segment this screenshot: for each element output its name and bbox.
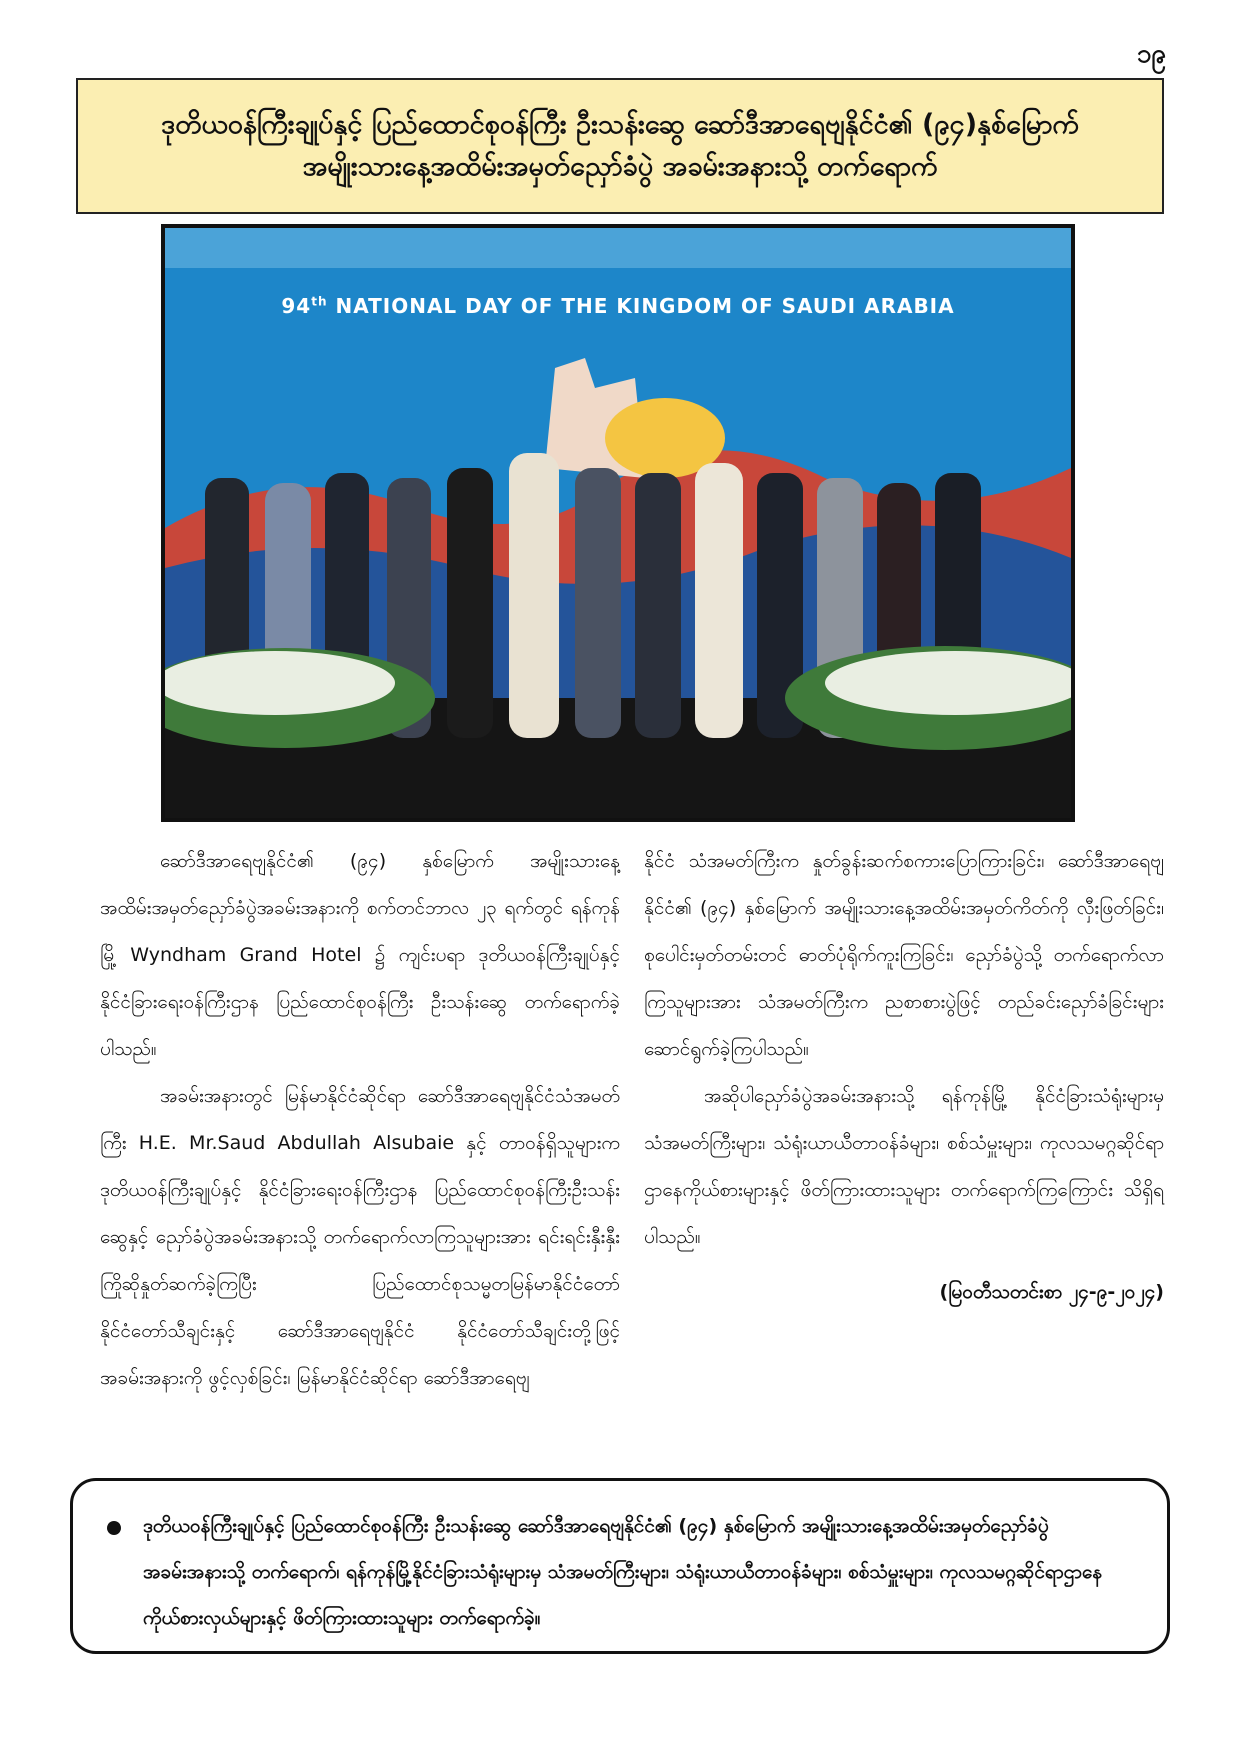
article-paragraph: အဆိုပါညှော်ခံပွဲအခမ်းအနားသို့ ရန်ကုန်မြို့ နိုင်ငံခြားသံရုံးများမှ သံအမတ်ကြီးများ၊ သံရုံးယာယီတာဝန်ခံများ၊ စစ်သံမှူးများ၊ ကုလသမဂ္ဂဆိုင်ရာဌာနေကိုယ်စားများနှင့် ဖိတ်ကြားထားသူများ တက်ရောက်ကြကြောင်း သိရှိရပါသည်။ bbox=[644, 1085, 1164, 1248]
article-right-column bbox=[644, 838, 1164, 1448]
headline-line-1: ဒုတိယဝန်ကြီးချုပ်နှင့် ပြည်ထောင်စုဝန်ကြီး ဦးသန်းဆွေ ဆော်ဒီအာရေဗျနိုင်ငံ၏ (၉၄)နှစ်မြောက် bbox=[161, 109, 1079, 141]
banner-ordinal-suffix: th bbox=[311, 294, 328, 309]
summary-text: ဒုတိယဝန်ကြီးချုပ်နှင့် ပြည်ထောင်စုဝန်ကြီး ဦးသန်းဆွေ ဆော်ဒီအာရေဗျနိုင်ငံ၏ (၉၄) နှစ်မြောက် အမျိုးသားနေ့အထိမ်းအမှတ်ညှော်ခံပွဲအခမ်းအနားသို့ တက်ရောက်၊ ရန်ကုန်မြို့နိုင်ငံခြားသံရုံးများမှ သံအမတ်ကြီးများ၊ သံရုံးယာယီတာဝန်ခံများ၊ စစ်သံမှူးများ၊ ကုလသမဂ္ဂဆိုင်ရာဌာနေ ကိုယ်စားလှယ်များနှင့် ဖိတ်ကြားထားသူများ တက်ရောက်ခဲ့။ bbox=[143, 1515, 1103, 1629]
article-left-column bbox=[100, 838, 620, 1448]
person-7 bbox=[575, 468, 621, 738]
banner-ordinal: 94 bbox=[281, 294, 312, 318]
person-6 bbox=[509, 453, 559, 738]
person-8 bbox=[635, 473, 681, 738]
photo-banner-text bbox=[165, 294, 1071, 318]
headline-line-2: အမျိုးသားနေ့အထိမ်းအမှတ်ညှော်ခံပွဲ အခမ်းအနားသို့ တက်ရောက် bbox=[302, 151, 938, 182]
article-body bbox=[100, 838, 1164, 1448]
article-paragraph: နိုင်ငံ သံအမတ်ကြီးက နှုတ်ခွန်းဆက်စကားပြောကြားခြင်း၊ ဆော်ဒီအာရေဗျနိုင်ငံ၏ (၉၄) နှစ်မြောက် အမျိုးသားနေ့အထိမ်းအမှတ်ကိတ်ကို လှီးဖြတ်ခြင်း၊ စုပေါင်းမှတ်တမ်းတင် ဓာတ်ပုံရိုက်ကူးကြခြင်း၊ ညှော်ခံပွဲသို့ တက်ရောက်လာကြသူများအား သံအမတ်ကြီးက ညစာစားပွဲဖြင့် တည်ခင်းညှော်ခံခြင်းများ ဆောင်ရွက်ခဲ့ကြပါသည်။ bbox=[644, 850, 1164, 1060]
summary-box bbox=[70, 1478, 1170, 1654]
article-paragraph: ဆော်ဒီအာရေဗျနိုင်ငံ၏ (၉၄) နှစ်မြောက် အမျိုးသားနေ့အထိမ်းအမှတ်ညှော်ခံပွဲအခမ်းအနားကို စက်တင်ဘာလ ၂၃ ရက်တွင် ရန်ကုန်မြို့ Wyndham Grand Hotel ၌ ကျင်းပရာ ဒုတိယဝန်ကြီးချုပ်နှင့် နိုင်ငံခြားရေးဝန်ကြီးဌာန ပြည်ထောင်စုဝန်ကြီး ဦးသန်းဆွေ တက်ရောက်ခဲ့ပါသည်။ bbox=[100, 850, 620, 1060]
photo-backdrop-top bbox=[165, 228, 1071, 268]
banner-title: NATIONAL DAY OF THE KINGDOM OF SAUDI ARABIA bbox=[327, 294, 955, 318]
flowers-left-blooms bbox=[165, 651, 395, 715]
bullet-icon bbox=[107, 1521, 121, 1535]
person-9 bbox=[695, 463, 743, 738]
article-source: (မြဝတီသတင်းစာ ၂၄-၉-၂၀၂၄) bbox=[939, 1281, 1164, 1303]
article-paragraph: အခမ်းအနားတွင် မြန်မာနိုင်ငံဆိုင်ရာ ဆော်ဒီအာရေဗျနိုင်ငံသံအမတ်ကြီး H.E. Mr.Saud Abdullah Alsubaie နှင့် တာဝန်ရှိသူများက ဒုတိယဝန်ကြီးချုပ်နှင့် နိုင်ငံခြားရေးဝန်ကြီးဌာန ပြည်ထောင်စုဝန်ကြီးဦးသန်းဆွေနှင့် ညှော်ခံပွဲအခမ်းအနားသို့ တက်ရောက်လာကြသူများအား ရင်းရင်းနှီးနှီး ကြိုဆိုနှုတ်ဆက်ခဲ့ကြပြီး ပြည်ထောင်စုသမ္မတမြန်မာနိုင်ငံတော် နိုင်ငံတော်သီချင်းနှင့် ဆော်ဒီအာရေဗျနိုင်ငံ နိုင်ငံတော်သီချင်းတို့ဖြင့် အခမ်းအနားကို ဖွင့်လှစ်ခြင်း၊ မြန်မာနိုင်ငံဆိုင်ရာ ဆော်ဒီအာရေဗျ bbox=[100, 1085, 620, 1389]
event-photo bbox=[161, 224, 1075, 822]
person-5 bbox=[447, 468, 493, 738]
page-number: ၁၉ bbox=[1136, 39, 1166, 69]
headline-box bbox=[76, 78, 1164, 214]
